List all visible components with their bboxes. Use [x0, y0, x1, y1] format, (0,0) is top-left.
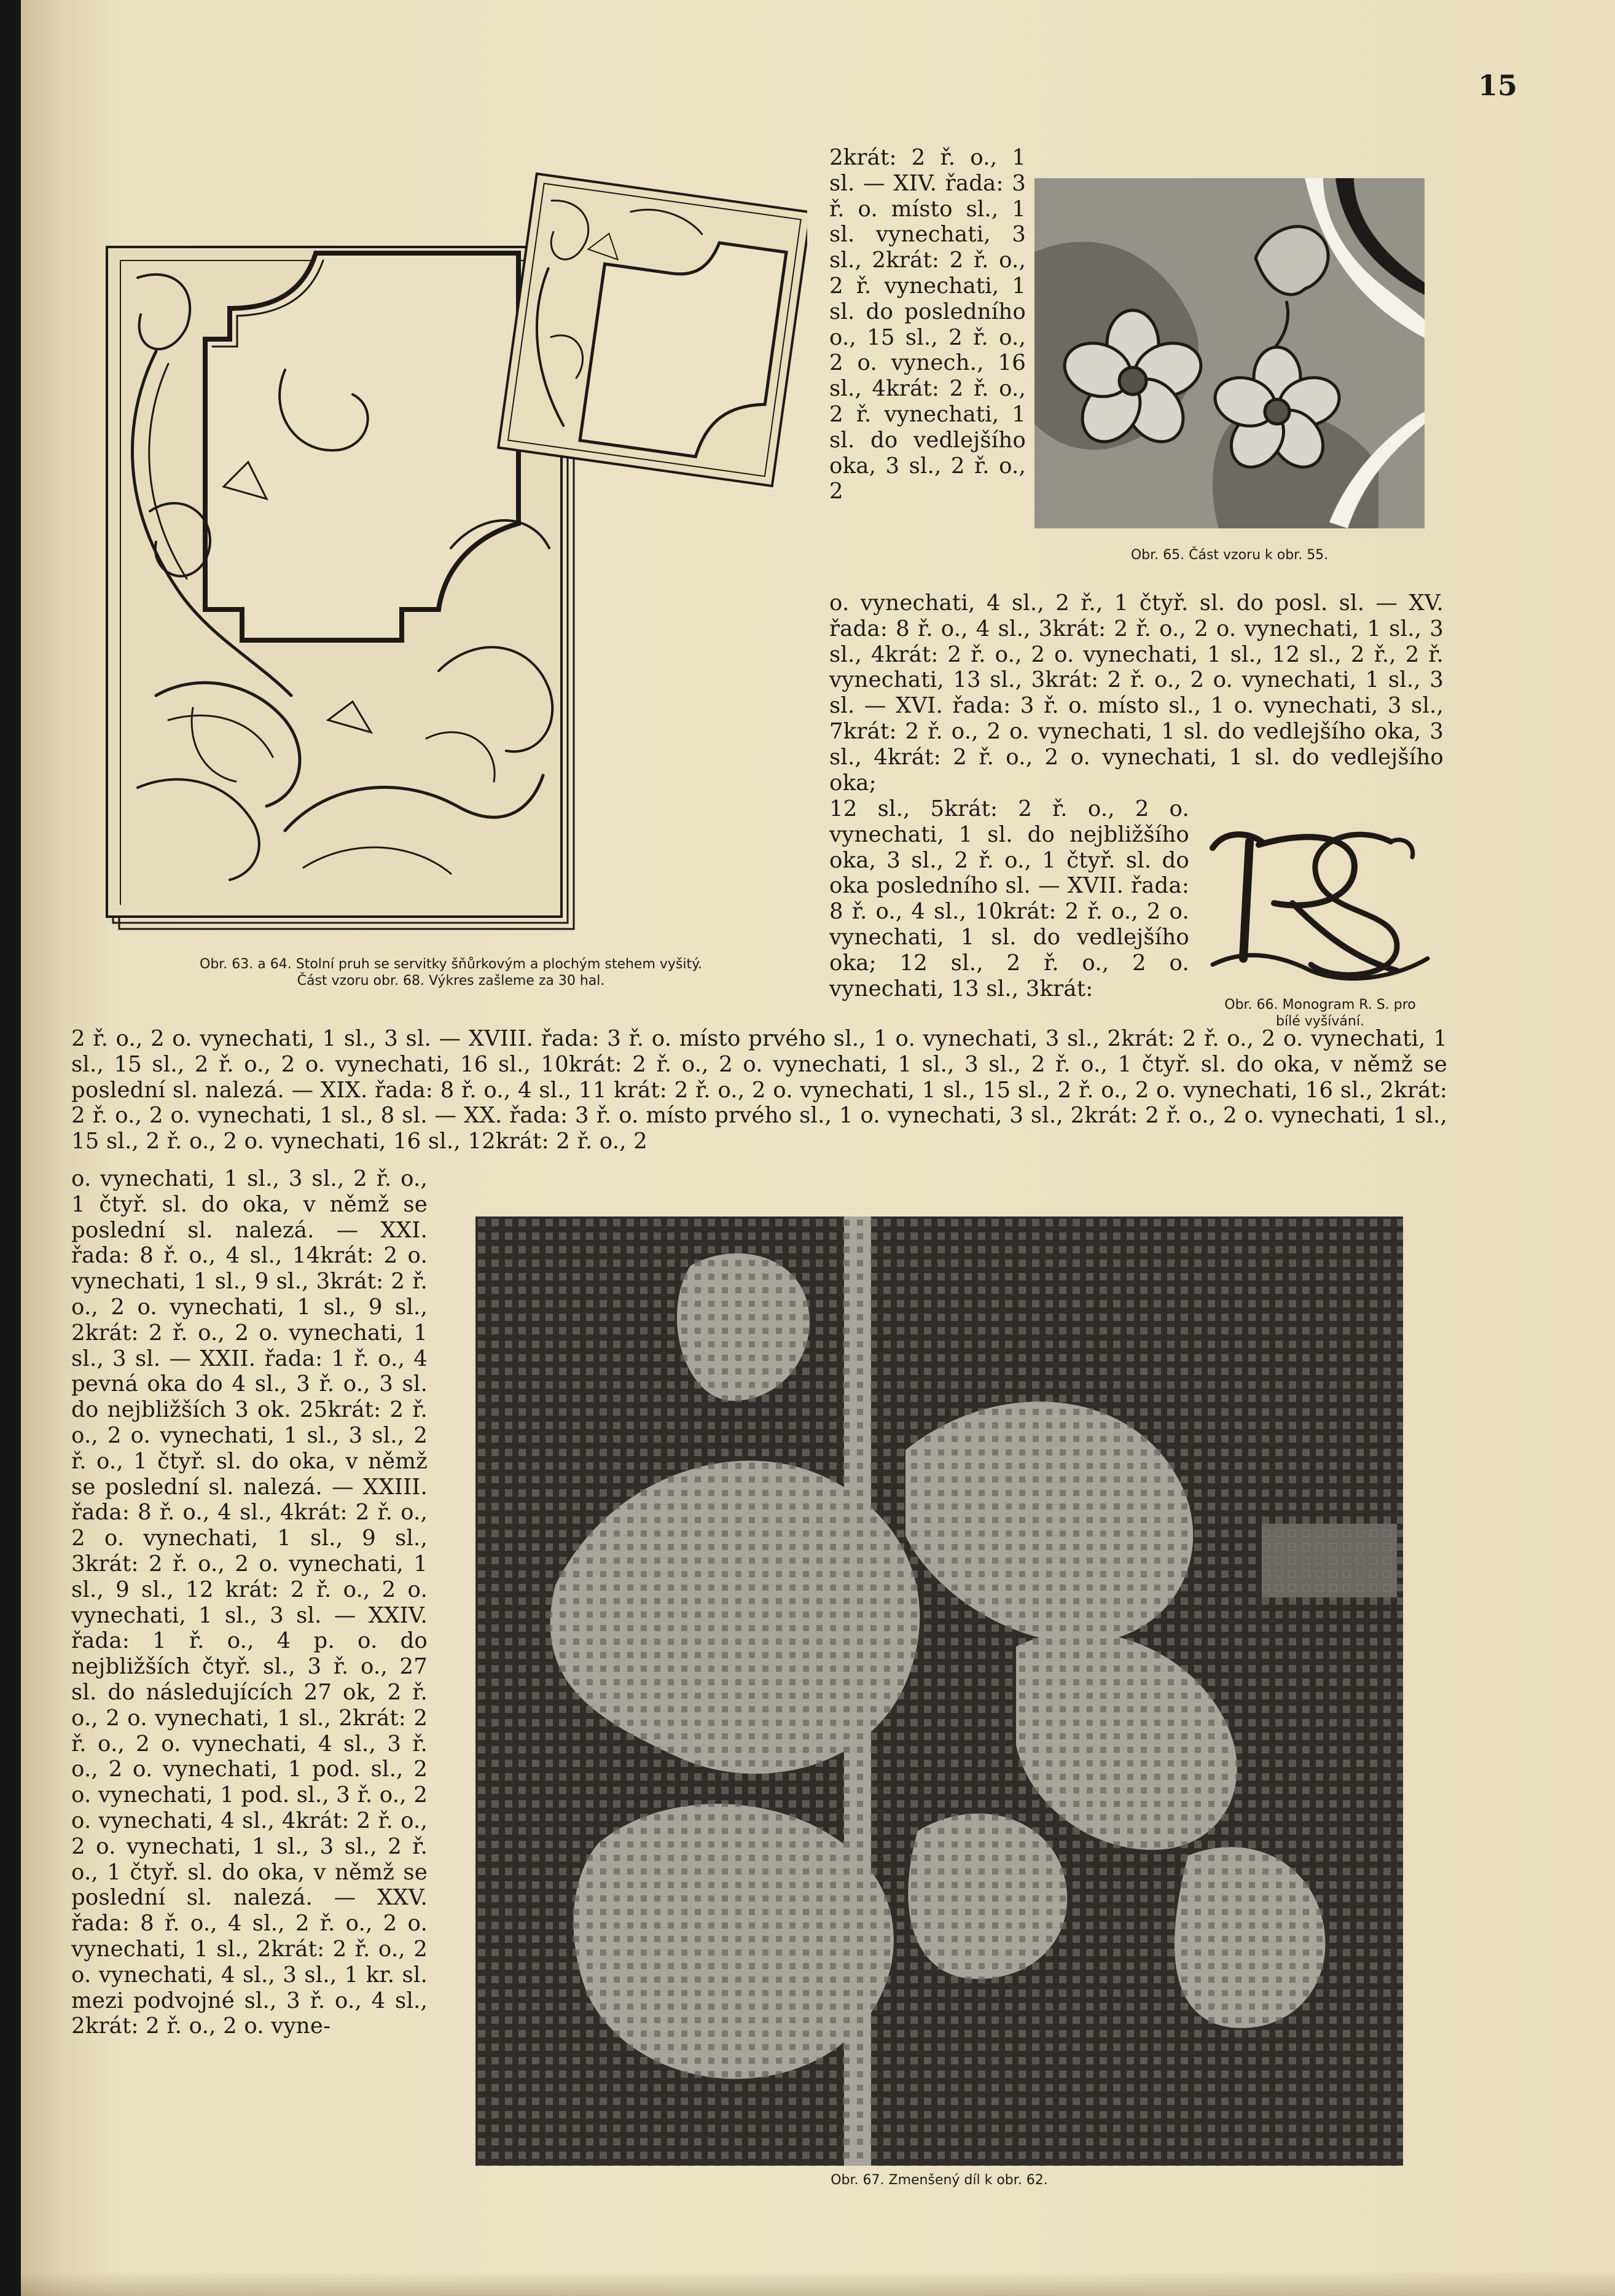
text-block-full — [71, 1026, 1447, 1154]
page-bottom-shadow — [21, 2271, 1615, 2296]
figure-65-flower-pattern — [1034, 178, 1425, 528]
text-block-wide — [829, 590, 1444, 796]
figure-67-filet-crochet — [475, 1217, 1403, 2166]
figure-63-caption — [88, 956, 813, 989]
text-paragraph: o. vynechati, 1 sl., 3 sl., 2 ř. o., 1 čtyř. sl. do oka, v němž se poslední sl. nalezá. — XXI. řada: 8 ř. o., 4 sl., 14krát: 2 o. vynechati, 1 sl., 9 sl., 3krát: 2 ř. o., 2 o. vynechati, 1 sl., 9 sl., 2krát: 2 ř. o., 2 o. vynechati, 1 sl., 3 sl. — XXII. řada: 1 ř. o., 4 pevná oka do 4 sl., 3 ř. o., 3 sl. do nejbližších 3 ok. 25krát: 2 ř. o., 2 o. vynechati, 1 sl., 3 sl., 2 ř. o., 1 čtyř. sl. do oka, v němž se poslední sl. nalezá. — XXIII. řada: 8 ř. o., 4 sl., 4krát: 2 ř. o., 2 o. vynechati, 1 sl., 9 sl., 3krát: 2 ř. o., 2 o. vynechati, 1 sl., 9 sl., 12 krát: 2 ř. o., 2 o. vynechati, 1 sl., 3 sl. — XXIV. řada: 1 ř. o., 4 p. o. do nejbližších čtyř. sl., 3 ř. o., 27 sl. do následujících 27 ok, 2 ř. o., 2 o. vynechati, 1 sl., 2krát: 2 ř. o., 2 o. vynechati, 4 sl., 3 ř. o., 2 o. vynechati, 1 pod. sl., 2 o. vynechati, 1 pod. sl., 3 ř. o., 2 o. vynechati, 4 sl., 4krát: 2 ř. o., 2 o. vynechati, 1 sl., 3 sl., 2 ř. o., 1 čtyř. sl. do oka, v němž se poslední sl. nalezá. — XXV. řada: 8 ř. o., 4 sl., 2 ř. o., 2 o. vynechati, 1 sl., 2krát: 2 ř. o., 2 o. vynechati, 4 sl., 3 sl., 1 kr. sl. mezi podvojné sl., 3 ř. o., 4 sl., 2krát: 2 ř. o., 2 o. vyne- — [71, 1166, 428, 2039]
figure-66-caption — [1200, 997, 1440, 1030]
figure-63-caption-line2: Část vzoru obr. 68. Výkres zašleme za 30 hal. — [297, 973, 605, 989]
text-paragraph: o. vynechati, 4 sl., 2 ř., 1 čtyř. sl. do posl. sl. — XV. řada: 8 ř. o., 4 sl., 3krát: 2 ř. o., 2 o. vynechati, 1 sl., 3 sl., 4krát: 2 ř. o., 2 o. vynechati, 1 sl., 12 sl., 2 ř., 2 ř. vynechati, 13 sl., 3krát: 2 ř. o., 2 o. vynechati, 1 sl., 3 sl. — XVI. řada: 3 ř. o. místo sl., 1 o. vynechati, 3 sl., 7krát: 2 ř. o., 2 o. vynechati, 1 sl. do vedlejšího oka, 3 sl., 4krát: 2 ř. o., 2 o. vynechati, 1 sl. do vedlejšího oka; — [829, 590, 1444, 796]
text-paragraph: 2 ř. o., 2 o. vynechati, 1 sl., 3 sl. — XVIII. řada: 3 ř. o. místo prvého sl., 1 o. vynechati, 3 sl., 2krát: 2 ř. o., 2 o. vynechati, 1 sl., 15 sl., 2 ř. o., 2 o. vynechati, 16 sl., 10krát: 2 ř. o., 2 o. vynechati, 1 sl., 3 sl., 2 ř. o., 1 čtyř. sl. do oka, v němž se poslední sl. nalezá. — XIX. řada: 8 ř. o., 4 sl., 11 krát: 2 ř. o., 2 o. vynechati, 1 sl., 15 sl., 2 ř. o., 2 o. vynechati, 16 sl., 2krát: 2 ř. o., 2 o. vynechati, 1 sl., 8 sl. — XX. řada: 3 ř. o. místo prvého sl., 1 o. vynechati, 3 sl., 2krát: 2 ř. o., 2 o. vynechati, 1 sl., 15 sl., 2 ř. o., 2 o. vynechati, 16 sl., 12krát: 2 ř. o., 2 — [71, 1026, 1447, 1154]
book-page — [21, 0, 1615, 2296]
text-paragraph: 2krát: 2 ř. o., 1 sl. — XIV. řada: 3 ř. o. místo sl., 1 sl. vynechati, 3 sl., 2krát: 2 ř. o., 2 ř. vynechati, 1 sl. do posledního o., 15 sl., 2 ř. o., 2 o. vynech., 16 sl., 4krát: 2 ř. o., 2 ř. vynechati, 1 sl. do vedlejšího oka, 3 sl., 2 ř. o., 2 — [829, 145, 1026, 504]
text-column-middle — [829, 796, 1189, 1001]
text-column-top — [829, 145, 1026, 504]
page-number: 15 — [1477, 69, 1517, 102]
figure-65-caption: Obr. 65. Část vzoru k obr. 55. — [1130, 547, 1329, 563]
text-paragraph: 12 sl., 5krát: 2 ř. o., 2 o. vynechati, 1 sl. do nejbližšího oka, 3 sl., 2 ř. o., 1 čtyř. sl. do oka posledního sl. — XVII. řada: 8 ř. o., 4 sl., 10krát: 2 ř. o., 2 o. vynechati, 1 sl. do vedlejšího oka; 12 sl., 2 ř. o., 2 o. vynechati, 13 sl., 3krát: — [829, 796, 1189, 1001]
figure-63-64-embroidery — [82, 167, 807, 935]
figure-66-monogram — [1200, 817, 1440, 983]
text-column-left — [71, 1166, 428, 2039]
figure-67-caption: Obr. 67. Zmenšený díl k obr. 62. — [831, 2173, 1048, 2188]
figure-63-caption-line1: Obr. 63. a 64. Stolní pruh se servitky šňůrkovým a plochým stehem vyšitý. — [200, 957, 702, 972]
figure-66-caption-line1: Obr. 66. Monogram R. S. pro — [1224, 997, 1416, 1013]
book-spine — [0, 0, 21, 2296]
figure-66-caption-line2: bílé vyšívání. — [1276, 1014, 1364, 1029]
